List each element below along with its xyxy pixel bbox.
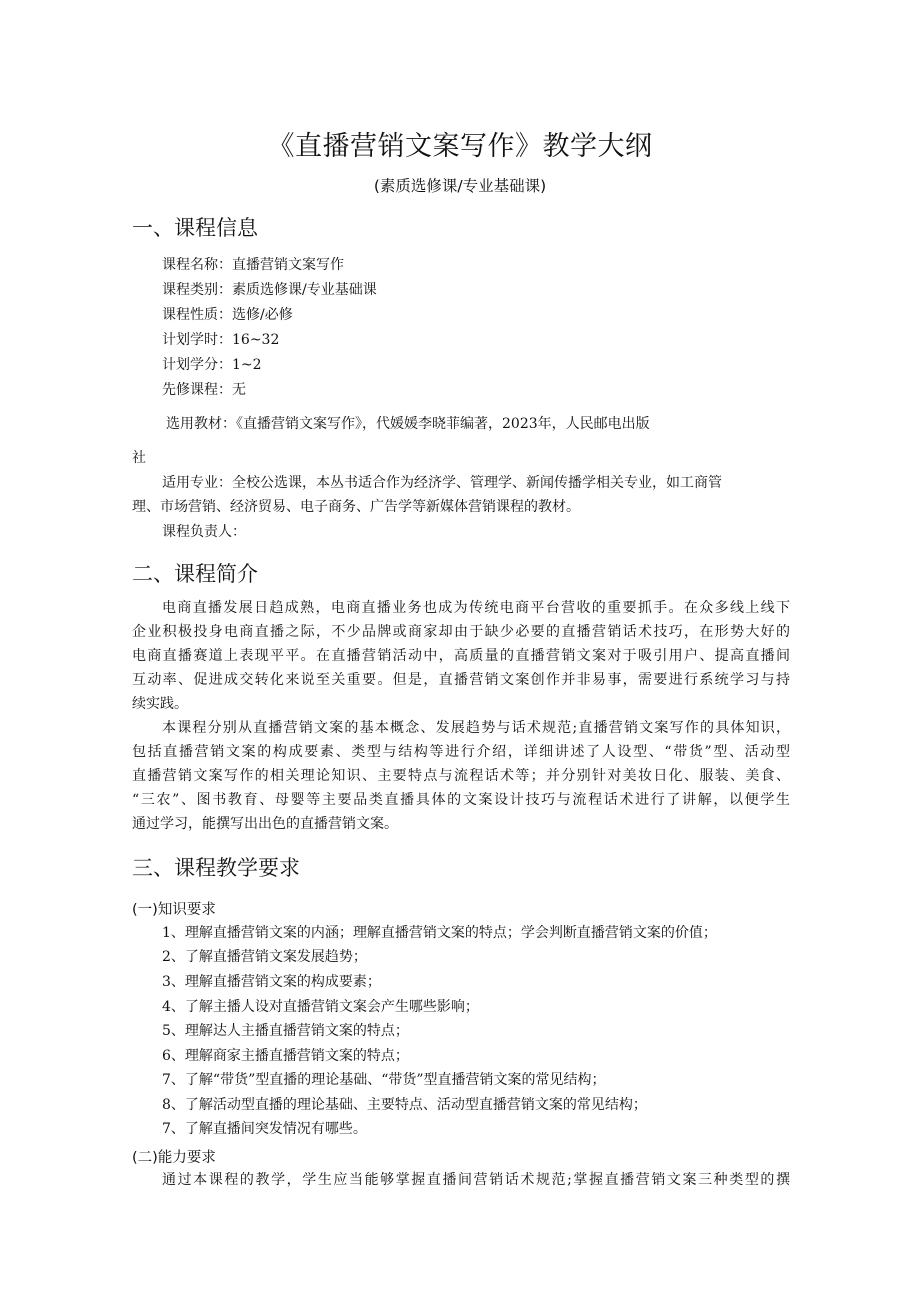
field-value: 直播营销文案写作 (232, 257, 344, 273)
section-heading-course-info: 一、课程信息 (132, 216, 258, 240)
field-label: 适用专业： (162, 475, 232, 491)
intro-p2-line: 通过学习，能撰写出出色的直播营销文案。 (132, 816, 398, 832)
section-heading-teaching-requirements: 三、课程教学要求 (132, 856, 300, 880)
knowledge-item: 3、理解直播营销文案的构成要素； (162, 974, 381, 990)
intro-p2-line: 本课程分别从直播营销文案的基本概念、发展趋势与话术规范;直播营销文案写作的具体知识， (162, 720, 790, 736)
field-planned-credits (162, 354, 262, 374)
field-value: 16~32 (232, 332, 280, 348)
document-title: 《直播营销文案写作》教学大纲 (267, 131, 653, 162)
field-applicable-major (162, 472, 722, 492)
field-planned-hours (162, 329, 279, 349)
subsection-heading-knowledge: (一)知识要求 (132, 902, 216, 918)
subsection-heading-ability: (二)能力要求 (132, 1150, 216, 1166)
knowledge-item: 6、理解商家主播直播营销文案的特点； (162, 1048, 409, 1064)
field-value: 选修/必修 (232, 307, 293, 323)
field-label: 课程名称： (162, 257, 232, 273)
knowledge-item: 5、理解达人主播直播营销文案的特点； (162, 1023, 409, 1039)
field-value: 全校公选课，本丛书适合作为经济学、管理学、新闻传播学相关专业，如工商管 (232, 475, 722, 491)
field-value: 1~2 (232, 357, 262, 373)
field-course-nature (162, 304, 293, 324)
intro-p1-line: 续实践。 (132, 696, 188, 712)
field-label: 计划学时： (162, 332, 232, 348)
field-value: 无 (232, 382, 246, 398)
field-textbook (166, 413, 650, 433)
intro-p1-line: 企业积极投身电商直播之际，不少品牌或商家却由于缺少必要的直播营销话术技巧，在形势大好的 (132, 624, 790, 640)
major-continuation: 理、市场营销、经济贸易、电子商务、广告学等新媒体营销课程的教材。 (132, 499, 580, 515)
knowledge-item: 7、了解“带货”型直播的理论基础、“带货”型直播营销文案的常见结构； (162, 1072, 606, 1088)
knowledge-item: 7、了解直播间突发情况有哪些。 (162, 1121, 367, 1137)
field-course-name (162, 254, 344, 274)
field-label: 选用教材： (166, 416, 236, 432)
ability-line: 通过本课程的教学，学生应当能够掌握直播间营销话术规范;掌握直播营销文案三种类型的撰 (162, 1172, 790, 1188)
knowledge-item: 2、了解直播营销文案发展趋势； (162, 949, 367, 965)
field-course-owner-label: 课程负责人： (162, 524, 246, 540)
knowledge-item: 4、了解主播人设对直播营销文案会产生哪些影响； (162, 999, 479, 1015)
intro-p2-line: 包括直播营销文案的构成要素、类型与结构等进行介绍，详细讲述了人设型、“带货”型、活动型 (132, 744, 790, 760)
intro-p2-line: “三农”、图书教育、母婴等主要品类直播具体的文案设计技巧与流程话术进行了讲解，以便学生 (132, 792, 790, 808)
field-value: 《直播营销文案写作》，代媛媛李晓菲编著，2023年，人民邮电出版 (236, 416, 650, 432)
knowledge-item: 8、了解活动型直播的理论基础、主要特点、活动型直播营销文案的常见结构； (162, 1097, 647, 1113)
section-heading-course-intro: 二、课程简介 (132, 562, 258, 586)
field-label: 计划学分： (162, 357, 232, 373)
intro-p1-line: 电商直播发展日趋成熟，电商直播业务也成为传统电商平台营收的重要抓手。在众多线上线下 (162, 600, 790, 616)
field-value: 素质选修课/专业基础课 (232, 282, 377, 298)
document-subtitle: (素质选修课/专业基础课) (373, 177, 547, 195)
intro-p1-line: 互动率、促进成交转化来说至关重要。但是，直播营销文案创作并非易事，需要进行系统学习与持 (132, 672, 790, 688)
field-label: 课程类别： (162, 282, 232, 298)
intro-p1-line: 电商直播赛道上表现平平。在直播营销活动中，高质量的直播营销文案对于吸引用户、提高直播间 (132, 648, 790, 664)
field-label: 先修课程： (162, 382, 232, 398)
field-prerequisite (162, 379, 246, 399)
knowledge-item: 1、理解直播营销文案的内涵；理解直播营销文案的特点；学会判断直播营销文案的价值； (162, 925, 717, 941)
field-label: 课程性质： (162, 307, 232, 323)
intro-p2-line: 直播营销文案写作的相关理论知识、主要特点与流程话术等；并分别针对美妆日化、服装、美食、 (132, 768, 790, 784)
textbook-continuation: 社 (132, 450, 146, 466)
field-course-category (162, 279, 377, 299)
